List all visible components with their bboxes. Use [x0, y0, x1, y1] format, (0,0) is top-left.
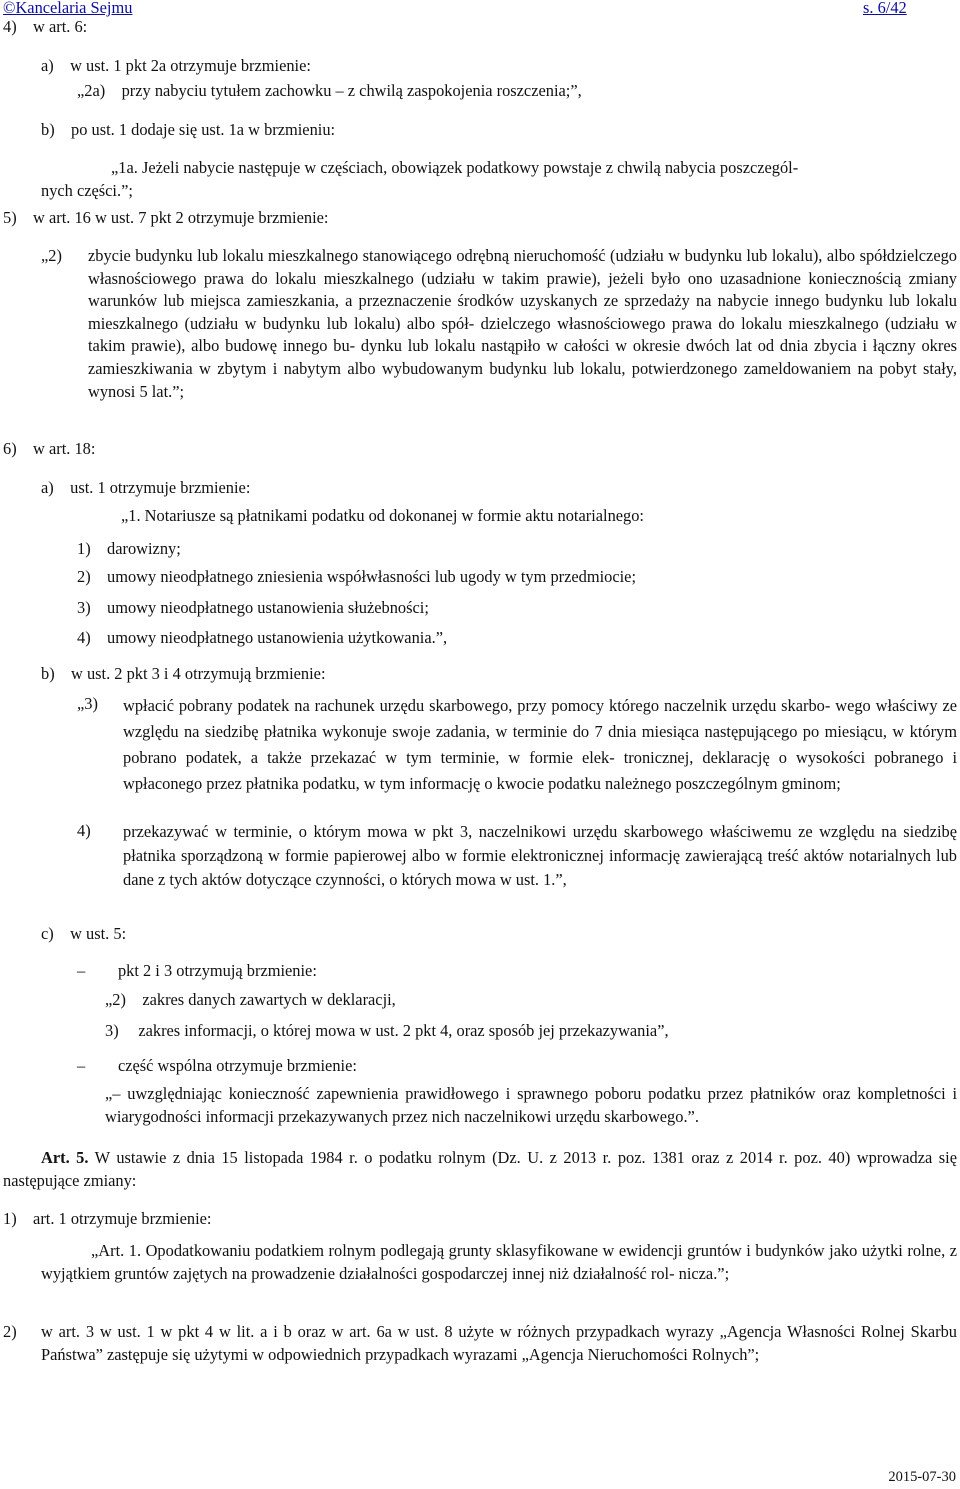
art5-item-2-text: w art. 3 w ust. 1 w pkt 4 w lit. a i b oraz w art. 6a w ust. 8 użyte w różnych przypadkach wyrazy „Agencja Własności Rolnej Skarbu Państwa” zastępuje się użytymi w odpowiednich przypadkach wyrazami „Agencja Nieruchomości Rolnych”;	[41, 1322, 957, 1364]
point-4-text: przekazywać w terminie, o którym mowa w pkt 3, naczelnikowi urzędu skarbowego właściwemu ze względu na siedzibę płatnika sporządzoną w formie papierowej albo w formie elektronicznej informację zawierającą treść aktów notarialnych lub dane z tych aktów dotyczące czynności, o których mowa w ust. 1.”,	[123, 822, 957, 889]
point-3-text: wpłacić pobrany podatek na rachunek urzędu skarbowego, przy pomocy którego naczelnik urzędu skarbo- wego właściwy ze względu na siedzibę płatnika wykonuje swoje zadania, w terminie do 7 dnia miesiąca następującego po miesiącu, w którym pobrano podatek, a także przekazać w tym terminie, w formie elek- tronicznej, deklarację o wysokości pobranego i wpłaconego przez płatnika podatku, w tym informację o kwocie podatku należnego poszczególnym gminom;	[123, 696, 957, 793]
list-item-4: 4) w art. 6:	[3, 17, 88, 36]
quoted-point-2: „2) zakres danych zawartych w deklaracji,	[105, 990, 396, 1009]
sub-item-3: 3) umowy nieodpłatnego ustanowienia służebności;	[77, 598, 429, 617]
common-part-text: „– uwzględniając konieczność zapewnienia prawidłowego i sprawnego poboru podatku przez płatników oraz kompletności i wiarygodności informacji przekazywanych przez nich naczelnikowi urzędu skarbowego.”.	[105, 1084, 957, 1126]
point-2-label: „2)	[41, 246, 62, 265]
dash-item-2: – część wspólna otrzymuje brzmienie:	[77, 1056, 357, 1075]
quoted-point-3: 3) zakres informacji, o której mowa w ust. 2 pkt 4, oraz sposób jej przekazywania”,	[105, 1021, 669, 1040]
article-5-paragraph	[3, 1147, 957, 1192]
footer-date: 2015-07-30	[888, 1469, 956, 1485]
quoted-article-1: „Art. 1. Opodatkowaniu podatkiem rolnym podlegają grunty sklasyfikowane w ewidencji gruntów i budynków jako użytki rolne, z wyjątkiem gruntów zajętych na prowadzenie działalności gospodarczej innej niż działalność rol- nicza.”;	[41, 1241, 957, 1283]
list-item-5: 5) w art. 16 w ust. 7 pkt 2 otrzymuje brzmienie:	[3, 208, 329, 227]
sub-item-4: 4) umowy nieodpłatnego ustanowienia użytkowania.”,	[77, 628, 448, 647]
quoted-para-1a-line1: „1a. Jeżeli nabycie następuje w częściach, obowiązek podatkowy powstaje z chwilą nabycia poszczegól-	[111, 158, 799, 177]
point-4-label: 4)	[77, 821, 91, 840]
header-copyright-link[interactable]: ©Kancelaria Sejmu	[3, 0, 133, 17]
quoted-point-2a: „2a) przy nabyciu tytułem zachowku – z chwilą zaspokojenia roszczenia;”,	[77, 81, 582, 100]
quoted-para-1a-line2: nych części.”;	[41, 181, 133, 200]
list-item-6b: b) w ust. 2 pkt 3 i 4 otrzymują brzmienie:	[41, 664, 326, 683]
article-5-text: W ustawie z dnia 15 listopada 1984 r. o podatku rolnym (Dz. U. z 2013 r. poz. 1381 oraz z 2014 r. poz. 40) wprowadza się następujące zmiany:	[3, 1148, 958, 1190]
sub-item-1: 1) darowizny;	[77, 539, 181, 558]
point-2-text: zbycie budynku lub lokalu mieszkalnego stanowiącego odrębną nieruchomość (udziału w budynku lub lokalu), albo spółdzielczego własnościowego prawa do lokalu mieszkalnego (udziału w takim prawie), jeżeli było ono uzasadnione koniecznością zmiany warunków lub miejsca zamieszkania, a przeznaczenie środków uzyskanych ze sprzedaży na nabycie innego budynku lub lokalu mieszkalnego (udziału w budynku lub lokalu) albo spół- dzielczego własnościowego prawa do lokalu mieszkalnego (udziału w takim prawie), albo budowę innego bu- dynku lub lokalu nastąpiło w całości w okresie dwóch lat od dnia zbycia i łączny okres zamieszkiwania w zbytym i nabytym albo wybudowanym budynku lub lokalu, potwierdzonego zameldowaniem na pobyt stały, wynosi 5 lat.”;	[88, 246, 957, 401]
list-item-6c: c) w ust. 5:	[41, 924, 127, 943]
art5-item-1: 1) art. 1 otrzymuje brzmienie:	[3, 1209, 212, 1228]
quoted-para-1: „1. Notariusze są płatnikami podatku od dokonanej w formie aktu notarialnego:	[121, 506, 644, 525]
article-5-label: Art. 5.	[41, 1148, 89, 1167]
dash-item-1: – pkt 2 i 3 otrzymują brzmienie:	[77, 961, 317, 980]
sub-item-2: 2) umowy nieodpłatnego zniesienia współwłasności lub ugody w tym przedmiocie;	[77, 567, 636, 586]
list-item-6: 6) w art. 18:	[3, 439, 96, 458]
art5-item-2-label: 2)	[3, 1322, 17, 1341]
list-item-6a: a) ust. 1 otrzymuje brzmienie:	[41, 478, 251, 497]
header-page-number[interactable]: s. 6/42	[863, 0, 907, 17]
list-item-4b: b) po ust. 1 dodaje się ust. 1a w brzmieniu:	[41, 120, 336, 139]
list-item-4a: a) w ust. 1 pkt 2a otrzymuje brzmienie:	[41, 56, 311, 75]
point-3-label: „3)	[77, 694, 98, 713]
